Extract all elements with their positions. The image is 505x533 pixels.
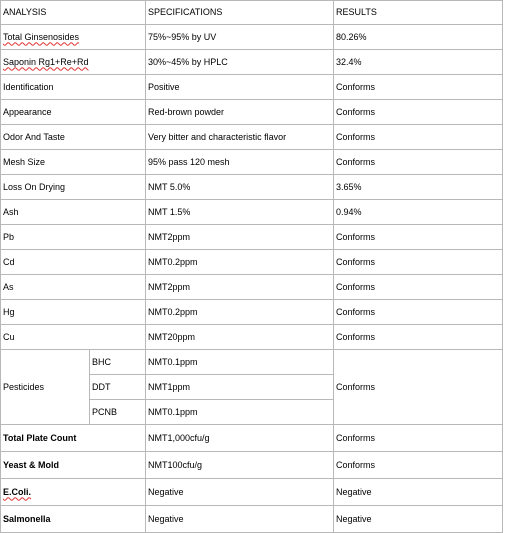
row-spec: 95% pass 120 mesh <box>146 150 334 175</box>
pesticide-name: DDT <box>90 375 146 400</box>
row-analysis: As <box>1 275 146 300</box>
row-spec: NMT100cfu/g <box>146 452 334 479</box>
row-spec: NMT20ppm <box>146 325 334 350</box>
row-spec: NMT0.2ppm <box>146 250 334 275</box>
table-row <box>1 425 503 452</box>
row-analysis: Ash <box>1 200 146 225</box>
pesticide-spec: NMT0.1ppm <box>146 400 334 425</box>
row-result: Conforms <box>334 225 503 250</box>
row-spec: NMT0.2ppm <box>146 300 334 325</box>
table-row <box>1 275 503 300</box>
row-result: 32.4% <box>334 50 503 75</box>
pesticide-spec: NMT0.1ppm <box>146 350 334 375</box>
row-result: Conforms <box>334 75 503 100</box>
table-row <box>1 250 503 275</box>
table-row <box>1 175 503 200</box>
row-analysis-label: E.Coli. <box>3 486 32 497</box>
row-spec: Negative <box>146 506 334 533</box>
pesticide-name: BHC <box>90 350 146 375</box>
row-spec: NMT1,000cfu/g <box>146 425 334 452</box>
row-analysis: Cd <box>1 250 146 275</box>
table-row <box>1 100 503 125</box>
row-result: Conforms <box>334 100 503 125</box>
table-row <box>1 25 503 50</box>
header-results: RESULTS <box>334 1 503 25</box>
row-analysis: Total Plate Count <box>1 425 146 452</box>
table-row <box>1 50 503 75</box>
row-result: Negative <box>334 506 503 533</box>
table-row <box>1 125 503 150</box>
row-spec: Positive <box>146 75 334 100</box>
pesticides-result: Conforms <box>334 350 503 425</box>
row-analysis: Salmonella <box>1 506 146 533</box>
row-result: Conforms <box>334 300 503 325</box>
row-analysis: Pb <box>1 225 146 250</box>
row-spec: Negative <box>146 479 334 506</box>
row-spec: Red-brown powder <box>146 100 334 125</box>
row-result: 3.65% <box>334 175 503 200</box>
row-analysis <box>1 25 146 50</box>
row-spec: NMT2ppm <box>146 275 334 300</box>
row-spec: NMT2ppm <box>146 225 334 250</box>
table-row <box>1 506 503 533</box>
row-analysis: Hg <box>1 300 146 325</box>
row-result: Conforms <box>334 452 503 479</box>
row-spec: NMT 1.5% <box>146 200 334 225</box>
table-row <box>1 452 503 479</box>
table-row <box>1 150 503 175</box>
pesticide-spec: NMT1ppm <box>146 375 334 400</box>
row-analysis: Mesh Size <box>1 150 146 175</box>
row-result: Conforms <box>334 275 503 300</box>
row-spec: 75%~95% by UV <box>146 25 334 50</box>
row-analysis-label: Saponin Rg1+Re+Rd <box>3 56 89 67</box>
row-result: 80.26% <box>334 25 503 50</box>
table-row <box>1 225 503 250</box>
table-row <box>1 325 503 350</box>
row-analysis <box>1 479 146 506</box>
pesticides-row <box>1 350 503 375</box>
pesticide-name: PCNB <box>90 400 146 425</box>
row-spec: NMT 5.0% <box>146 175 334 200</box>
row-result: Conforms <box>334 250 503 275</box>
row-analysis: Cu <box>1 325 146 350</box>
table-row <box>1 200 503 225</box>
row-spec: Very bitter and characteristic flavor <box>146 125 334 150</box>
row-spec: 30%~45% by HPLC <box>146 50 334 75</box>
header-analysis: ANALYSIS <box>1 1 146 25</box>
row-analysis-label: Total Ginsenosides <box>3 31 80 42</box>
row-result: 0.94% <box>334 200 503 225</box>
row-analysis <box>1 50 146 75</box>
row-result: Conforms <box>334 125 503 150</box>
header-specifications: SPECIFICATIONS <box>146 1 334 25</box>
row-result: Conforms <box>334 325 503 350</box>
row-analysis: Loss On Drying <box>1 175 146 200</box>
row-result: Conforms <box>334 425 503 452</box>
table-row <box>1 300 503 325</box>
row-analysis: Yeast & Mold <box>1 452 146 479</box>
pesticides-label: Pesticides <box>1 350 90 425</box>
table-header-row <box>1 1 503 25</box>
row-analysis: Appearance <box>1 100 146 125</box>
table-row <box>1 75 503 100</box>
row-result: Conforms <box>334 150 503 175</box>
row-result: Negative <box>334 479 503 506</box>
table-row <box>1 479 503 506</box>
row-analysis: Odor And Taste <box>1 125 146 150</box>
row-analysis: Identification <box>1 75 146 100</box>
